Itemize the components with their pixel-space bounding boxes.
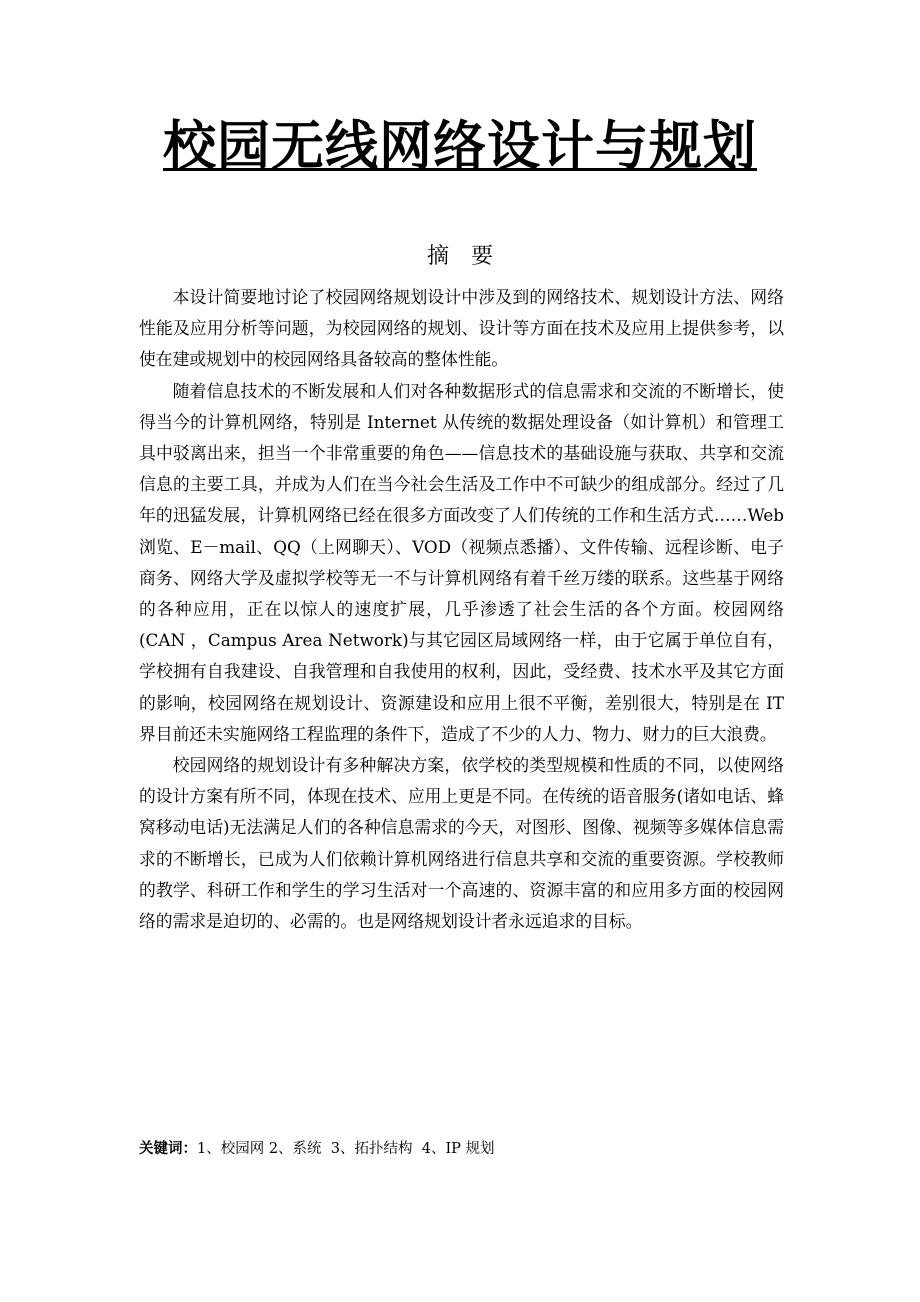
keywords-line (139, 1138, 495, 1160)
abstract-heading-char-2: 要 (471, 244, 494, 269)
document-title-text: 校园无线网络设计与规划 (163, 116, 757, 177)
abstract-heading (0, 240, 920, 274)
abstract-paragraph-1: 本设计简要地讨论了校园网络规划设计中涉及到的网络技术、规划设计方法、网络性能及应用分析等问题，为校园网络的规划、设计等方面在技术及应用上提供参考，以使在建或规划中的校园网络具备较高的整体性能。 (139, 287, 784, 370)
keywords-text: 1、校园网 2、系统 3、拓扑结构 4、IP 规划 (197, 1141, 495, 1157)
document-title (0, 112, 920, 182)
abstract-paragraph-2: 随着信息技术的不断发展和人们对各种数据形式的信息需求和交流的不断增长，使得当今的计算机网络，特别是 Internet 从传统的数据处理设备（如计算机）和管理工具中驳离出来，担当一个非常重要的角色——信息技术的基础设施与获取、共享和交流信息的主要工具，并成为人们在当今社会生活及工作中不可缺少的组成部分。经过了几年的迅猛发展，计算机网络已经在很多方面改变了人们传统的工作和生活方式……Web 浏览、E－mail、QQ（上网聊天）、VOD（视频点悉播）、文件传输、远程诊断、电子商务、网络大学及虚拟学校等无一不与计算机网络有着千丝万缕的联系。这些基于网络的各种应用，正在以惊人的速度扩展，几乎渗透了社会生活的各个方面。校园网络(CAN ，Campus Area Network)与其它园区局域网络一样，由于它属于单位自有，学校拥有自我建设、自我管理和自我使用的权利，因此，受经费、技术水平及其它方面的影响，校园网络在规划设计、资源建设和应用上很不平衡，差别很大，特别是在 IT 界目前还未实施网络工程监理的条件下，造成了不少的人力、物力、财力的巨大浪费。 (139, 380, 784, 744)
abstract-body (139, 282, 784, 937)
abstract-heading-char-1: 摘 (426, 244, 449, 269)
keywords-label: 关键词： (139, 1141, 197, 1157)
abstract-paragraph-3: 校园网络的规划设计有多种解决方案，依学校的类型规模和性质的不同，以使网络的设计方案有所不同，体现在技术、应用上更是不同。在传统的语音服务(诸如电话、蜂窝移动电话)无法满足人们的各种信息需求的今天，对图形、图像、视频等多媒体信息需求的不断增长，已成为人们依赖计算机网络进行信息共享和交流的重要资源。学校教师的教学、科研工作和学生的学习生活对一个高速的、资源丰富的和应用多方面的校园网络的需求是迫切的、必需的。也是网络规划设计者永远追求的目标。 (139, 755, 784, 932)
